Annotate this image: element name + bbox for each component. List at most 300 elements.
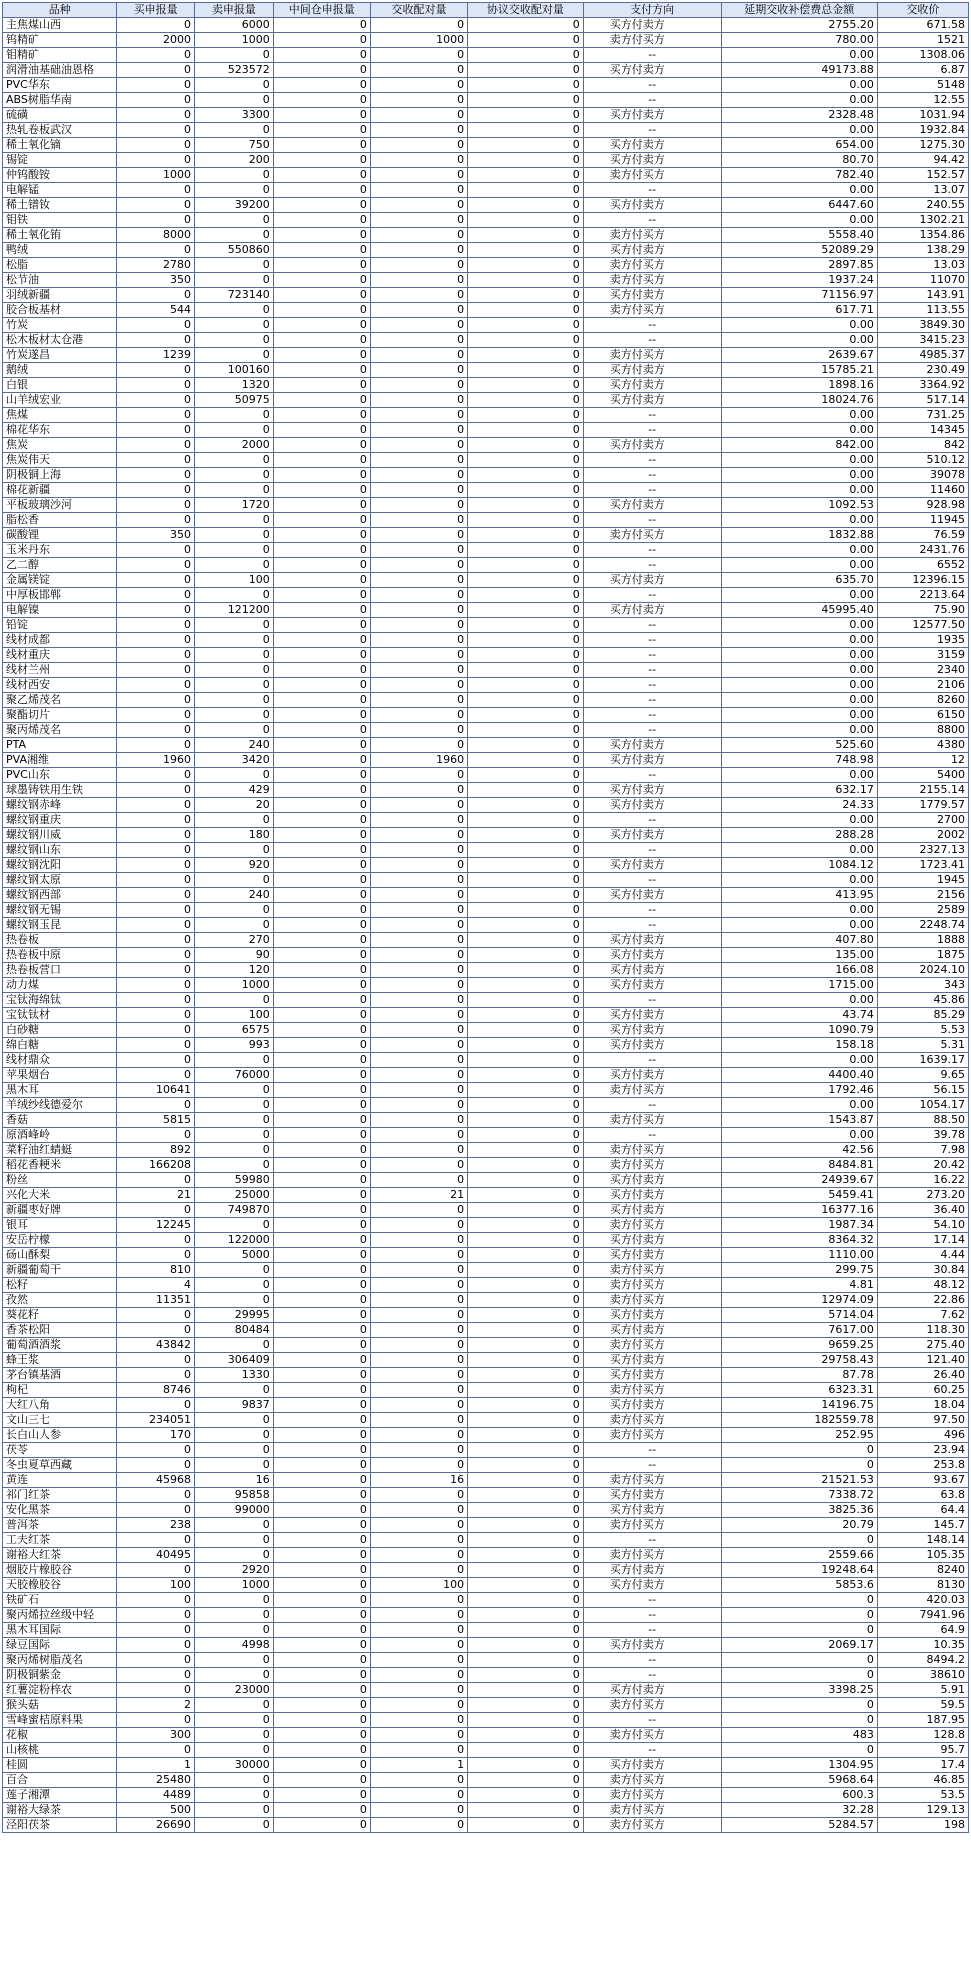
cell-settlement-price: 63.8	[877, 1488, 968, 1503]
cell-variety: 热卷板营口	[3, 963, 117, 978]
table-row	[3, 1203, 969, 1218]
cell-payment-direction: 买方付卖方	[583, 438, 721, 453]
cell-compensation-total: 16377.16	[721, 1203, 877, 1218]
cell-variety: 聚丙烯茂名	[3, 723, 117, 738]
cell-settlement-price: 510.12	[877, 453, 968, 468]
cell-variety: 山羊绒宏业	[3, 393, 117, 408]
table-row	[3, 1563, 969, 1578]
cell-sell-declared: 0	[194, 333, 273, 348]
cell-sell-declared: 6575	[194, 1023, 273, 1038]
cell-buy-declared: 0	[117, 363, 195, 378]
cell-variety: 普洱茶	[3, 1518, 117, 1533]
cell-buy-declared: 0	[117, 1398, 195, 1413]
cell-settlement-price: 671.58	[877, 18, 968, 33]
cell-intermediate-declared: 0	[273, 1023, 370, 1038]
settlement-table	[2, 2, 969, 1833]
cell-compensation-total: 6323.31	[721, 1383, 877, 1398]
cell-buy-declared: 0	[117, 1098, 195, 1113]
cell-buy-declared: 350	[117, 273, 195, 288]
cell-sell-declared: 0	[194, 303, 273, 318]
cell-intermediate-declared: 0	[273, 138, 370, 153]
table-row	[3, 453, 969, 468]
table-row	[3, 618, 969, 633]
cell-agreement-matched: 0	[468, 1008, 584, 1023]
table-row	[3, 498, 969, 513]
cell-payment-direction: 卖方付买方	[583, 528, 721, 543]
cell-sell-declared: 0	[194, 1548, 273, 1563]
cell-sell-declared: 59980	[194, 1173, 273, 1188]
cell-buy-declared: 0	[117, 333, 195, 348]
cell-variety: 中厚板邯郸	[3, 588, 117, 603]
cell-agreement-matched: 0	[468, 1548, 584, 1563]
cell-variety: 聚酯切片	[3, 708, 117, 723]
cell-sell-declared: 0	[194, 1083, 273, 1098]
cell-buy-declared: 0	[117, 813, 195, 828]
table-row	[3, 768, 969, 783]
cell-compensation-total: 1543.87	[721, 1113, 877, 1128]
cell-compensation-total: 0.00	[721, 663, 877, 678]
cell-buy-declared: 11351	[117, 1293, 195, 1308]
cell-intermediate-declared: 0	[273, 1443, 370, 1458]
cell-payment-direction: 买方付卖方	[583, 828, 721, 843]
cell-agreement-matched: 0	[468, 1638, 584, 1653]
cell-variety: ABS树脂华南	[3, 93, 117, 108]
cell-agreement-matched: 0	[468, 1608, 584, 1623]
cell-compensation-total: 0.00	[721, 693, 877, 708]
cell-payment-direction: 买方付卖方	[583, 1578, 721, 1593]
cell-agreement-matched: 0	[468, 1203, 584, 1218]
table-row	[3, 288, 969, 303]
cell-agreement-matched: 0	[468, 168, 584, 183]
cell-buy-declared: 0	[117, 1323, 195, 1338]
cell-buy-declared: 10641	[117, 1083, 195, 1098]
cell-buy-declared: 0	[117, 393, 195, 408]
cell-buy-declared: 1960	[117, 753, 195, 768]
cell-delivery-matched: 0	[370, 948, 467, 963]
cell-sell-declared: 180	[194, 828, 273, 843]
cell-delivery-matched: 0	[370, 378, 467, 393]
cell-payment-direction: 卖方付买方	[583, 1143, 721, 1158]
cell-variety: 雪峰蜜桔原料果	[3, 1713, 117, 1728]
cell-variety: 兴化大米	[3, 1188, 117, 1203]
cell-delivery-matched: 0	[370, 888, 467, 903]
cell-delivery-matched: 0	[370, 1533, 467, 1548]
cell-buy-declared: 0	[117, 993, 195, 1008]
cell-variety: 安化黑茶	[3, 1503, 117, 1518]
cell-sell-declared: 6000	[194, 18, 273, 33]
cell-intermediate-declared: 0	[273, 1788, 370, 1803]
cell-variety: 新疆枣好牌	[3, 1203, 117, 1218]
cell-sell-declared: 121200	[194, 603, 273, 618]
cell-intermediate-declared: 0	[273, 18, 370, 33]
cell-variety: 稀土氧化镝	[3, 138, 117, 153]
cell-buy-declared: 166208	[117, 1158, 195, 1173]
cell-intermediate-declared: 0	[273, 78, 370, 93]
cell-payment-direction: 买方付卖方	[583, 963, 721, 978]
cell-settlement-price: 2700	[877, 813, 968, 828]
cell-compensation-total: 0.00	[721, 873, 877, 888]
cell-settlement-price: 2589	[877, 903, 968, 918]
cell-intermediate-declared: 0	[273, 708, 370, 723]
cell-delivery-matched: 0	[370, 618, 467, 633]
table-row	[3, 1338, 969, 1353]
cell-payment-direction: 买方付卖方	[583, 1203, 721, 1218]
cell-buy-declared: 170	[117, 1428, 195, 1443]
cell-sell-declared: 95858	[194, 1488, 273, 1503]
cell-sell-declared: 122000	[194, 1233, 273, 1248]
cell-buy-declared: 0	[117, 108, 195, 123]
cell-compensation-total: 0	[721, 1743, 877, 1758]
cell-agreement-matched: 0	[468, 663, 584, 678]
cell-payment-direction: --	[583, 558, 721, 573]
cell-settlement-price: 12577.50	[877, 618, 968, 633]
cell-settlement-price: 9.65	[877, 1068, 968, 1083]
cell-agreement-matched: 0	[468, 33, 584, 48]
cell-intermediate-declared: 0	[273, 1038, 370, 1053]
cell-compensation-total: 1304.95	[721, 1758, 877, 1773]
cell-variety: 热轧卷板武汉	[3, 123, 117, 138]
cell-settlement-price: 187.95	[877, 1713, 968, 1728]
table-row	[3, 918, 969, 933]
cell-variety: 润滑油基础油恩格	[3, 63, 117, 78]
cell-delivery-matched: 0	[370, 423, 467, 438]
cell-settlement-price: 20.42	[877, 1158, 968, 1173]
cell-agreement-matched: 0	[468, 753, 584, 768]
cell-delivery-matched: 0	[370, 1233, 467, 1248]
cell-delivery-matched: 0	[370, 1413, 467, 1428]
cell-settlement-price: 93.67	[877, 1473, 968, 1488]
cell-variety: 焦煤	[3, 408, 117, 423]
table-row	[3, 1653, 969, 1668]
cell-compensation-total: 748.98	[721, 753, 877, 768]
cell-agreement-matched: 0	[468, 78, 584, 93]
cell-settlement-price: 85.29	[877, 1008, 968, 1023]
cell-compensation-total: 18024.76	[721, 393, 877, 408]
cell-settlement-price: 88.50	[877, 1113, 968, 1128]
table-row	[3, 933, 969, 948]
cell-variety: 祁门红茶	[3, 1488, 117, 1503]
cell-settlement-price: 138.29	[877, 243, 968, 258]
cell-compensation-total: 32.28	[721, 1803, 877, 1818]
cell-buy-declared: 2	[117, 1698, 195, 1713]
cell-variety: 线材西安	[3, 678, 117, 693]
cell-payment-direction: 买方付卖方	[583, 1323, 721, 1338]
cell-payment-direction: --	[583, 1623, 721, 1638]
cell-variety: 螺纹钢太原	[3, 873, 117, 888]
cell-delivery-matched: 0	[370, 1278, 467, 1293]
cell-agreement-matched: 0	[468, 1038, 584, 1053]
cell-payment-direction: --	[583, 1668, 721, 1683]
table-row	[3, 903, 969, 918]
cell-payment-direction: 买方付卖方	[583, 573, 721, 588]
cell-buy-declared: 0	[117, 888, 195, 903]
table-row	[3, 1743, 969, 1758]
cell-agreement-matched: 0	[468, 1143, 584, 1158]
table-row	[3, 168, 969, 183]
cell-settlement-price: 4985.37	[877, 348, 968, 363]
cell-intermediate-declared: 0	[273, 393, 370, 408]
cell-sell-declared: 0	[194, 1803, 273, 1818]
cell-settlement-price: 152.57	[877, 168, 968, 183]
cell-sell-declared: 0	[194, 918, 273, 933]
cell-agreement-matched: 0	[468, 123, 584, 138]
table-row	[3, 1773, 969, 1788]
cell-payment-direction: 买方付卖方	[583, 933, 721, 948]
cell-sell-declared: 0	[194, 1458, 273, 1473]
table-row	[3, 153, 969, 168]
cell-compensation-total: 182559.78	[721, 1413, 877, 1428]
cell-variety: 电解镍	[3, 603, 117, 618]
cell-intermediate-declared: 0	[273, 1758, 370, 1773]
cell-variety: PVC山东	[3, 768, 117, 783]
cell-agreement-matched: 0	[468, 348, 584, 363]
table-row	[3, 198, 969, 213]
cell-intermediate-declared: 0	[273, 1173, 370, 1188]
cell-settlement-price: 273.20	[877, 1188, 968, 1203]
cell-delivery-matched: 0	[370, 963, 467, 978]
cell-intermediate-declared: 0	[273, 1803, 370, 1818]
cell-settlement-price: 7.62	[877, 1308, 968, 1323]
cell-variety: 孜然	[3, 1293, 117, 1308]
cell-sell-declared: 0	[194, 483, 273, 498]
cell-variety: 碳酸锂	[3, 528, 117, 543]
cell-agreement-matched: 0	[468, 993, 584, 1008]
cell-payment-direction: --	[583, 813, 721, 828]
cell-sell-declared: 50975	[194, 393, 273, 408]
cell-delivery-matched: 0	[370, 1098, 467, 1113]
cell-settlement-price: 48.12	[877, 1278, 968, 1293]
cell-payment-direction: --	[583, 183, 721, 198]
cell-sell-declared: 23000	[194, 1683, 273, 1698]
cell-settlement-price: 12396.15	[877, 573, 968, 588]
cell-variety: 仲钨酸铵	[3, 168, 117, 183]
cell-sell-declared: 1000	[194, 1578, 273, 1593]
cell-payment-direction: --	[583, 408, 721, 423]
cell-intermediate-declared: 0	[273, 1713, 370, 1728]
cell-sell-declared: 4998	[194, 1638, 273, 1653]
cell-delivery-matched: 0	[370, 648, 467, 663]
cell-payment-direction: 卖方付买方	[583, 1113, 721, 1128]
cell-compensation-total: 0.00	[721, 918, 877, 933]
cell-sell-declared: 16	[194, 1473, 273, 1488]
cell-sell-declared: 0	[194, 1143, 273, 1158]
cell-compensation-total: 0.00	[721, 1098, 877, 1113]
cell-buy-declared: 0	[117, 1503, 195, 1518]
cell-compensation-total: 0.00	[721, 543, 877, 558]
cell-payment-direction: 买方付卖方	[583, 783, 721, 798]
cell-agreement-matched: 0	[468, 738, 584, 753]
cell-payment-direction: 买方付卖方	[583, 378, 721, 393]
cell-sell-declared: 0	[194, 183, 273, 198]
cell-variety: 红薯淀粉梓农	[3, 1683, 117, 1698]
cell-sell-declared: 0	[194, 1773, 273, 1788]
cell-variety: 平板玻璃沙河	[3, 498, 117, 513]
table-row	[3, 858, 969, 873]
cell-payment-direction: --	[583, 78, 721, 93]
cell-payment-direction: 买方付卖方	[583, 798, 721, 813]
table-row	[3, 1293, 969, 1308]
cell-agreement-matched: 0	[468, 603, 584, 618]
cell-delivery-matched: 0	[370, 513, 467, 528]
table-row	[3, 273, 969, 288]
cell-agreement-matched: 0	[468, 1023, 584, 1038]
cell-intermediate-declared: 0	[273, 228, 370, 243]
table-row	[3, 528, 969, 543]
cell-settlement-price: 253.8	[877, 1458, 968, 1473]
cell-agreement-matched: 0	[468, 633, 584, 648]
cell-delivery-matched: 0	[370, 168, 467, 183]
cell-intermediate-declared: 0	[273, 348, 370, 363]
cell-payment-direction: --	[583, 843, 721, 858]
cell-compensation-total: 0.00	[721, 843, 877, 858]
cell-compensation-total: 0.00	[721, 48, 877, 63]
cell-sell-declared: 270	[194, 933, 273, 948]
cell-buy-declared: 8000	[117, 228, 195, 243]
cell-intermediate-declared: 0	[273, 768, 370, 783]
cell-intermediate-declared: 0	[273, 843, 370, 858]
cell-intermediate-declared: 0	[273, 858, 370, 873]
table-row	[3, 1263, 969, 1278]
cell-payment-direction: --	[583, 1053, 721, 1068]
cell-settlement-price: 2024.10	[877, 963, 968, 978]
cell-compensation-total: 782.40	[721, 168, 877, 183]
cell-intermediate-declared: 0	[273, 288, 370, 303]
cell-delivery-matched: 0	[370, 993, 467, 1008]
cell-delivery-matched: 0	[370, 678, 467, 693]
cell-intermediate-declared: 0	[273, 1068, 370, 1083]
cell-intermediate-declared: 0	[273, 918, 370, 933]
table-row	[3, 333, 969, 348]
col-header-sell-declared: 卖申报量	[194, 3, 273, 18]
cell-intermediate-declared: 0	[273, 528, 370, 543]
table-row	[3, 183, 969, 198]
cell-variety: 聚丙烯拉丝级中轻	[3, 1608, 117, 1623]
cell-sell-declared: 723140	[194, 288, 273, 303]
cell-variety: 螺纹钢川威	[3, 828, 117, 843]
cell-variety: 主焦煤山西	[3, 18, 117, 33]
cell-agreement-matched: 0	[468, 183, 584, 198]
cell-intermediate-declared: 0	[273, 723, 370, 738]
cell-payment-direction: --	[583, 993, 721, 1008]
cell-buy-declared: 234051	[117, 1413, 195, 1428]
cell-agreement-matched: 0	[468, 18, 584, 33]
table-row	[3, 543, 969, 558]
cell-buy-declared: 0	[117, 438, 195, 453]
cell-delivery-matched: 0	[370, 573, 467, 588]
cell-intermediate-declared: 0	[273, 213, 370, 228]
cell-intermediate-declared: 0	[273, 258, 370, 273]
cell-variety: 菜籽油红蜻蜓	[3, 1143, 117, 1158]
cell-variety: 银耳	[3, 1218, 117, 1233]
cell-compensation-total: 0.00	[721, 483, 877, 498]
table-row	[3, 1413, 969, 1428]
cell-settlement-price: 12	[877, 753, 968, 768]
cell-sell-declared: 0	[194, 1518, 273, 1533]
cell-agreement-matched: 0	[468, 1593, 584, 1608]
cell-delivery-matched: 0	[370, 1503, 467, 1518]
cell-agreement-matched: 0	[468, 1173, 584, 1188]
cell-agreement-matched: 0	[468, 723, 584, 738]
header-row	[3, 3, 969, 18]
cell-variety: 黑木耳国际	[3, 1623, 117, 1638]
cell-variety: 大红八角	[3, 1398, 117, 1413]
cell-variety: 松木板材太仓港	[3, 333, 117, 348]
cell-compensation-total: 42.56	[721, 1143, 877, 1158]
cell-settlement-price: 2155.14	[877, 783, 968, 798]
cell-intermediate-declared: 0	[273, 63, 370, 78]
cell-settlement-price: 95.7	[877, 1743, 968, 1758]
cell-intermediate-declared: 0	[273, 1053, 370, 1068]
cell-payment-direction: --	[583, 1608, 721, 1623]
table-row	[3, 1548, 969, 1563]
cell-delivery-matched: 0	[370, 1563, 467, 1578]
table-row	[3, 1428, 969, 1443]
cell-agreement-matched: 0	[468, 1068, 584, 1083]
cell-variety: 蜂王浆	[3, 1353, 117, 1368]
cell-settlement-price: 3415.23	[877, 333, 968, 348]
table-row	[3, 648, 969, 663]
cell-buy-declared: 1	[117, 1758, 195, 1773]
cell-variety: 金属镁锭	[3, 573, 117, 588]
cell-delivery-matched: 0	[370, 798, 467, 813]
cell-buy-declared: 0	[117, 423, 195, 438]
cell-compensation-total: 14196.75	[721, 1398, 877, 1413]
cell-compensation-total: 0.00	[721, 588, 877, 603]
cell-intermediate-declared: 0	[273, 1083, 370, 1098]
table-row	[3, 483, 969, 498]
cell-settlement-price: 97.50	[877, 1413, 968, 1428]
cell-buy-declared: 0	[117, 1233, 195, 1248]
cell-delivery-matched: 0	[370, 933, 467, 948]
cell-buy-declared: 0	[117, 123, 195, 138]
cell-buy-declared: 0	[117, 1053, 195, 1068]
cell-payment-direction: 买方付卖方	[583, 1068, 721, 1083]
cell-compensation-total: 8484.81	[721, 1158, 877, 1173]
table-row	[3, 1683, 969, 1698]
cell-payment-direction: --	[583, 1443, 721, 1458]
cell-intermediate-declared: 0	[273, 498, 370, 513]
cell-settlement-price: 6.87	[877, 63, 968, 78]
cell-sell-declared: 550860	[194, 243, 273, 258]
cell-agreement-matched: 0	[468, 213, 584, 228]
col-header-delivery-matched: 交收配对量	[370, 3, 467, 18]
cell-delivery-matched: 0	[370, 1023, 467, 1038]
cell-delivery-matched: 0	[370, 318, 467, 333]
cell-agreement-matched: 0	[468, 468, 584, 483]
cell-agreement-matched: 0	[468, 573, 584, 588]
cell-delivery-matched: 0	[370, 1368, 467, 1383]
cell-variety: 鸭绒	[3, 243, 117, 258]
table-row	[3, 33, 969, 48]
cell-delivery-matched: 0	[370, 1683, 467, 1698]
table-row	[3, 1158, 969, 1173]
table-row	[3, 243, 969, 258]
cell-sell-declared: 0	[194, 1383, 273, 1398]
cell-compensation-total: 0	[721, 1668, 877, 1683]
cell-buy-declared: 300	[117, 1728, 195, 1743]
cell-agreement-matched: 0	[468, 693, 584, 708]
cell-sell-declared: 3420	[194, 753, 273, 768]
cell-payment-direction: --	[583, 708, 721, 723]
cell-intermediate-declared: 0	[273, 1473, 370, 1488]
cell-payment-direction: 买方付卖方	[583, 18, 721, 33]
cell-settlement-price: 38610	[877, 1668, 968, 1683]
cell-sell-declared: 0	[194, 1653, 273, 1668]
table-row	[3, 1803, 969, 1818]
cell-delivery-matched: 0	[370, 1728, 467, 1743]
cell-sell-declared: 0	[194, 1668, 273, 1683]
table-row	[3, 513, 969, 528]
